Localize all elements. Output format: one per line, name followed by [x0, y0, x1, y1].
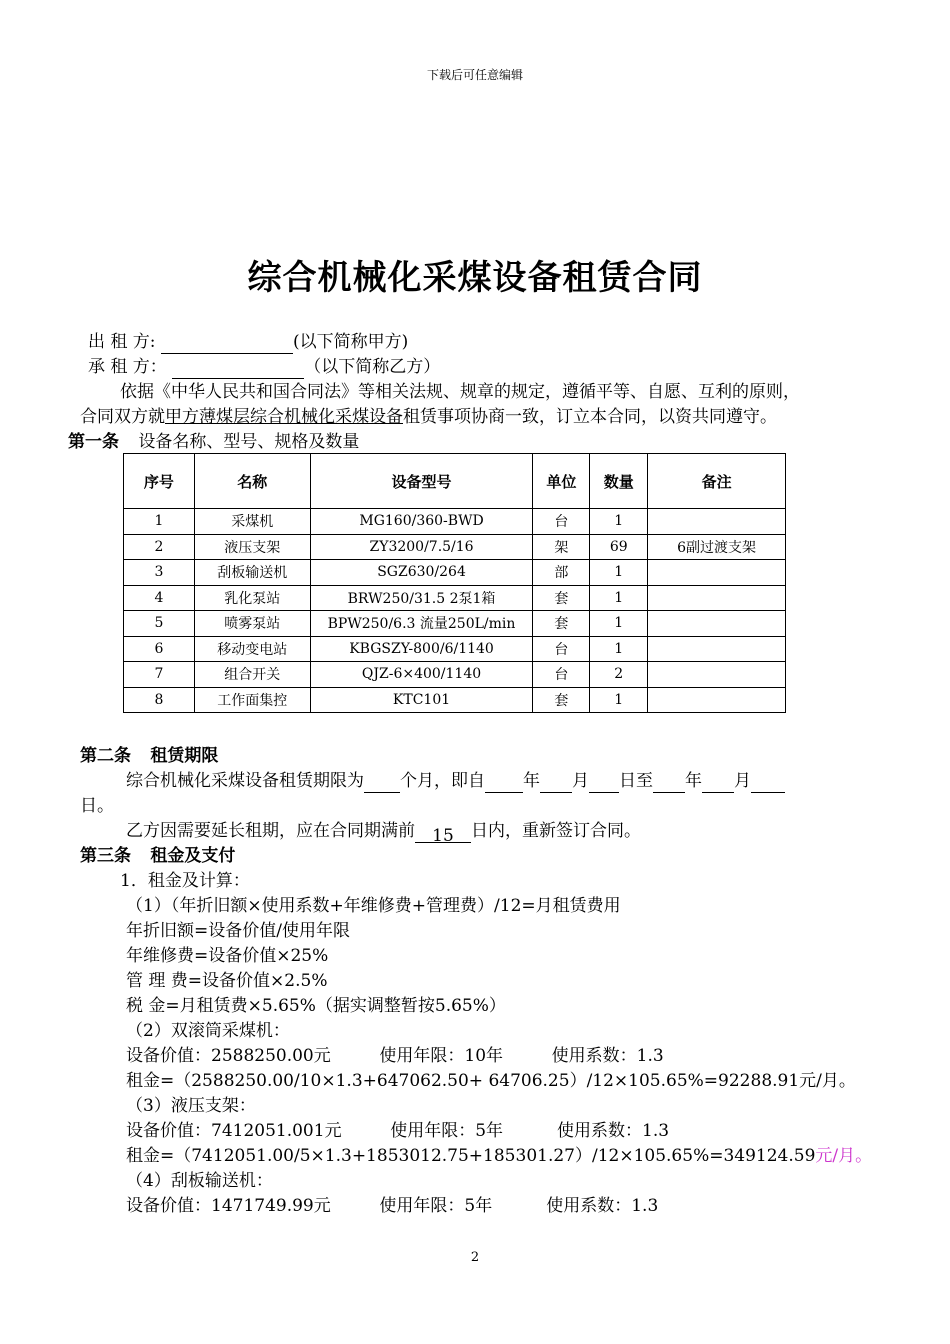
year-text: 年 — [523, 771, 540, 791]
table-cell — [648, 611, 786, 637]
header-cell: 备注 — [648, 454, 786, 509]
article-2-term-end: 日。 — [80, 796, 114, 816]
table-row — [124, 509, 786, 535]
table-cell — [648, 509, 786, 535]
table-cell: 采煤机 — [194, 509, 310, 535]
lessor-suffix: (以下简称甲方) — [292, 332, 409, 352]
table-cell: 1 — [590, 509, 648, 535]
table-cell: KBGSZY-800/6/1140 — [310, 636, 533, 662]
article-2-heading — [80, 744, 218, 768]
depreciation-formula: 年折旧额=设备价值/使用年限 — [126, 921, 350, 941]
lessor-line — [88, 330, 408, 354]
management-formula: 管 理 费=设备价值×2.5% — [126, 971, 328, 991]
shearer-rent: 租金=（2588250.00/10×1.3+647062.50+ 64706.25）/12×105.65%=92288.91元/月。 — [126, 1071, 856, 1091]
intro-line-2-post: 租赁事项协商一致，订立本合同，以资共同遵守。 — [403, 407, 777, 427]
table-row — [124, 560, 786, 586]
table-cell — [648, 662, 786, 688]
table-cell — [648, 687, 786, 713]
header-cell: 单位 — [533, 454, 590, 509]
support-values: 设备价值：7412051.001元 使用年限：5年 使用系数：1.3 — [126, 1121, 670, 1141]
table-cell: 刮板输送机 — [194, 560, 310, 586]
table-cell: 工作面集控 — [194, 687, 310, 713]
table-cell: 套 — [533, 687, 590, 713]
intro-line-2-underlined: 甲方薄煤层综合机械化采煤设备 — [165, 407, 403, 427]
table-cell: QJZ-6×400/1140 — [310, 662, 533, 688]
table-row — [124, 687, 786, 713]
article-2-title: 租赁期限 — [150, 746, 219, 766]
term-text-b: 个月，即自 — [400, 771, 485, 791]
equipment-table — [123, 453, 786, 713]
table-cell: 液压支架 — [194, 534, 310, 560]
month2-text: 月 — [734, 771, 751, 791]
document-title: 综合机械化采煤设备租赁合同 — [247, 258, 703, 298]
table-cell: 台 — [533, 662, 590, 688]
lessee-blank — [172, 360, 304, 379]
article-3-title: 租金及支付 — [150, 846, 236, 866]
lessor-label: 出 租 方: — [88, 332, 156, 352]
table-cell: 6副过渡支架 — [648, 534, 786, 560]
table-cell: 套 — [533, 611, 590, 637]
table-row — [124, 662, 786, 688]
page-number: 2 — [470, 1250, 480, 1265]
months-blank — [364, 774, 400, 793]
article-2-term-line — [126, 769, 785, 793]
table-cell: 3 — [124, 560, 195, 586]
rent-formula: （1）（年折旧额×使用系数+年维修费+管理费）/12=月租赁费用 — [126, 896, 621, 916]
shearer-heading: （2）双滚筒采煤机： — [126, 1021, 290, 1041]
table-cell: 移动变电站 — [194, 636, 310, 662]
table-header-row — [124, 454, 786, 509]
table-cell: 8 — [124, 687, 195, 713]
lessee-label: 承 租 方： — [88, 357, 167, 377]
maintenance-formula: 年维修费=设备价值×25% — [126, 946, 329, 966]
article-3-label: 第三条 — [80, 846, 131, 866]
table-cell: 7 — [124, 662, 195, 688]
table-cell: 1 — [124, 509, 195, 535]
conveyor-heading: （4）刮板输送机： — [126, 1171, 273, 1191]
shearer-values: 设备价值：2588250.00元 使用年限：10年 使用系数：1.3 — [126, 1046, 664, 1066]
month-blank — [540, 774, 572, 793]
article-1-heading — [68, 430, 359, 454]
table-cell: 5 — [124, 611, 195, 637]
table-cell — [648, 560, 786, 586]
table-cell: 2 — [590, 662, 648, 688]
month-text: 月 — [572, 771, 589, 791]
extension-days: 15 — [415, 824, 471, 843]
support-heading: （3）液压支架： — [126, 1096, 256, 1116]
lessee-line — [88, 355, 440, 379]
day2-blank — [751, 774, 785, 793]
article-3-heading — [80, 844, 235, 868]
tax-formula: 税 金=月租赁费×5.65%（据实调整暂按5.65%） — [126, 996, 506, 1016]
table-cell: 套 — [533, 585, 590, 611]
table-cell: 台 — [533, 636, 590, 662]
table-cell: 1 — [590, 687, 648, 713]
day-blank — [589, 774, 619, 793]
support-rent-unit: 元/月。 — [815, 1146, 873, 1166]
support-rent — [126, 1144, 872, 1168]
table-cell: 69 — [590, 534, 648, 560]
extension-text-a: 乙方因需要延长租期，应在合同期满前 — [126, 821, 415, 841]
table-cell: 2 — [124, 534, 195, 560]
rent-calc-heading: 1．租金及计算： — [120, 871, 250, 891]
month2-blank — [702, 774, 734, 793]
table-cell: ZY3200/7.5/16 — [310, 534, 533, 560]
table-row — [124, 636, 786, 662]
header-cell: 数量 — [590, 454, 648, 509]
intro-line-2 — [80, 405, 777, 429]
lessor-blank — [161, 335, 293, 354]
day-to-text: 日至 — [619, 771, 653, 791]
table-cell — [648, 585, 786, 611]
article-1-label: 第一条 — [68, 432, 119, 452]
table-cell: SGZ630/264 — [310, 560, 533, 586]
article-1-title: 设备名称、型号、规格及数量 — [138, 432, 360, 452]
table-cell: 6 — [124, 636, 195, 662]
term-text-a: 综合机械化采煤设备租赁期限为 — [126, 771, 364, 791]
table-cell: 组合开关 — [194, 662, 310, 688]
header-cell: 设备型号 — [310, 454, 533, 509]
table-cell: BRW250/31.5 2泵1箱 — [310, 585, 533, 611]
table-cell: 4 — [124, 585, 195, 611]
header-cell: 名称 — [194, 454, 310, 509]
table-cell: 1 — [590, 636, 648, 662]
table-cell: 乳化泵站 — [194, 585, 310, 611]
table-cell: 1 — [590, 611, 648, 637]
header-cell: 序号 — [124, 454, 195, 509]
lessee-suffix: （以下简称乙方） — [304, 357, 441, 377]
table-row — [124, 534, 786, 560]
article-2-label: 第二条 — [80, 746, 131, 766]
support-rent-main: 租金=（7412051.00/5×1.3+1853012.75+185301.27）/12×105.65%=349124.59 — [126, 1146, 816, 1166]
table-cell: 1 — [590, 585, 648, 611]
table-cell: 部 — [533, 560, 590, 586]
year2-blank — [653, 774, 685, 793]
table-cell: BPW250/6.3 流量250L/min — [310, 611, 533, 637]
conveyor-values: 设备价值：1471749.99元 使用年限：5年 使用系数：1.3 — [126, 1196, 659, 1216]
table-cell: 台 — [533, 509, 590, 535]
table-cell: MG160/360-BWD — [310, 509, 533, 535]
table-cell: 架 — [533, 534, 590, 560]
table-cell: 1 — [590, 560, 648, 586]
table-cell — [648, 636, 786, 662]
intro-line-2-pre: 合同双方就 — [80, 407, 165, 427]
table-row — [124, 611, 786, 637]
year2-text: 年 — [685, 771, 702, 791]
table-row — [124, 585, 786, 611]
year-blank — [485, 774, 523, 793]
table-cell: 喷雾泵站 — [194, 611, 310, 637]
intro-line-1: 依据《中华人民共和国合同法》等相关法规、规章的规定，遵循平等、自愿、互利的原则， — [120, 382, 800, 402]
header-note: 下载后可任意编辑 — [426, 68, 523, 82]
extension-text-b: 日内，重新签订合同。 — [471, 821, 641, 841]
article-2-extension-line — [126, 819, 641, 846]
table-cell: KTC101 — [310, 687, 533, 713]
